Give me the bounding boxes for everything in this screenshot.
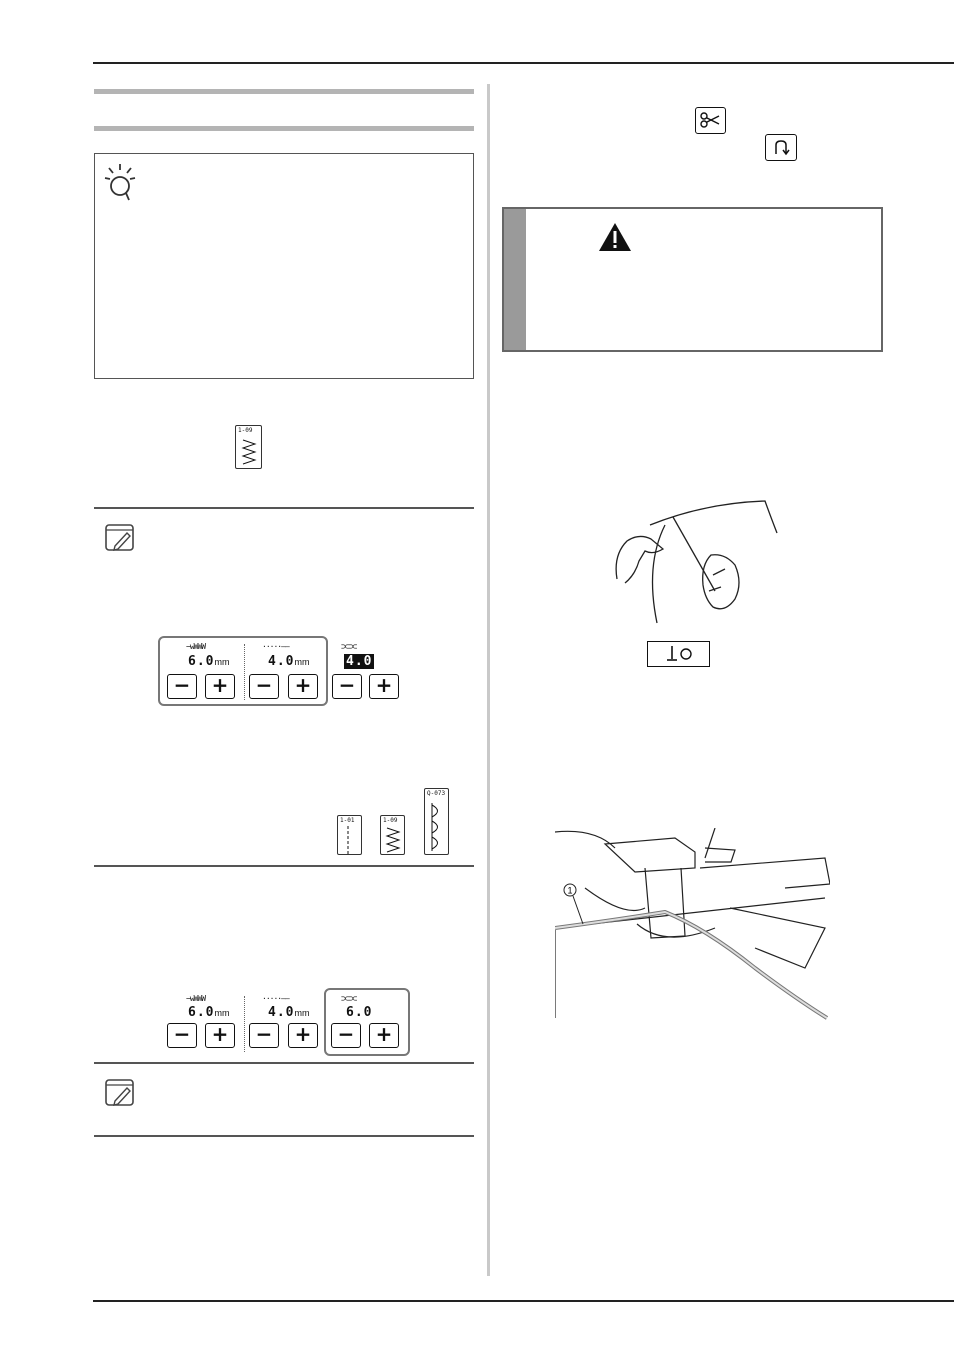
length-plus-button[interactable]: +	[288, 674, 318, 699]
width-value: 6.0mm	[188, 1005, 230, 1020]
width-symbol-icon: −wWWW	[186, 642, 206, 651]
tension-symbol-icon: ⊃⊂⊃⊂	[341, 994, 357, 1003]
tension-value: 6.0	[346, 1005, 373, 1020]
zigzag-stitch-icon	[385, 826, 401, 854]
width-value: 6.0mm	[188, 654, 230, 669]
shell-stitch-icon	[429, 801, 445, 853]
reverse-stitch-key[interactable]	[765, 134, 797, 161]
lightbulb-icon	[103, 162, 137, 211]
presser-foot-illustration	[555, 828, 830, 1020]
pencil-notebook-icon	[104, 522, 136, 559]
section-title-bar-bottom	[94, 126, 474, 131]
pencil-notebook-icon	[104, 1077, 136, 1114]
seam-ripper-illustration	[605, 495, 785, 625]
straight-stitch-key[interactable]	[337, 815, 362, 855]
thread-cutter-key[interactable]	[695, 107, 726, 134]
footer-rule	[93, 1300, 954, 1302]
stitch-code: 1-09	[238, 427, 253, 434]
width-plus-button[interactable]: +	[205, 1023, 235, 1048]
stitch-code: 1-09	[383, 817, 398, 824]
needle-position-key[interactable]	[647, 641, 710, 667]
scissors-icon	[699, 111, 721, 129]
stitch-code: Q-073	[427, 790, 446, 797]
zigzag-stitch-icon	[241, 438, 257, 466]
caution-box	[502, 207, 883, 352]
length-plus-button[interactable]: +	[288, 1023, 318, 1048]
memo2-rule-bottom	[94, 1135, 474, 1137]
tension-value: 4.0	[346, 654, 373, 669]
memo-rule-bottom	[94, 865, 474, 867]
length-symbol-icon: ·····——	[262, 642, 289, 651]
length-value: 4.0mm	[268, 654, 310, 669]
width-plus-button[interactable]: +	[205, 674, 235, 699]
caution-band	[504, 209, 526, 350]
panel-separator	[244, 996, 246, 1052]
length-minus-button[interactable]: −	[249, 674, 279, 699]
straight-stitch-icon	[344, 826, 352, 854]
note-box	[94, 153, 474, 379]
tension-minus-button[interactable]: −	[332, 674, 362, 699]
stitch-code: 1-01	[340, 817, 355, 824]
panel-separator	[244, 644, 246, 700]
tension-plus-button[interactable]: +	[369, 1023, 399, 1048]
tension-plus-button[interactable]: +	[369, 674, 399, 699]
reverse-stitch-icon	[772, 138, 790, 157]
length-symbol-icon: ·····——	[262, 994, 289, 1003]
zigzag-stitch-key[interactable]	[235, 425, 262, 469]
warning-triangle-icon	[598, 222, 632, 257]
tension-symbol-icon: ⊃⊂⊃⊂	[341, 642, 357, 651]
needle-position-icon	[665, 645, 693, 663]
memo2-rule-top	[94, 1062, 474, 1064]
memo-rule-top	[94, 507, 474, 509]
width-symbol-icon: −wWWW	[186, 994, 206, 1003]
callout-1: 1	[567, 885, 573, 896]
width-minus-button[interactable]: −	[167, 674, 197, 699]
length-value: 4.0mm	[268, 1005, 310, 1020]
length-minus-button[interactable]: −	[249, 1023, 279, 1048]
section-title-bar-top	[94, 89, 474, 94]
header-rule	[93, 62, 954, 64]
shell-stitch-key[interactable]	[424, 788, 449, 855]
zigzag-stitch-key-2[interactable]	[380, 815, 405, 855]
width-minus-button[interactable]: −	[167, 1023, 197, 1048]
tension-minus-button[interactable]: −	[331, 1023, 361, 1048]
column-divider	[487, 84, 490, 1276]
stitch-settings-panel-2	[158, 988, 410, 1056]
stitch-settings-panel-1	[158, 636, 408, 706]
